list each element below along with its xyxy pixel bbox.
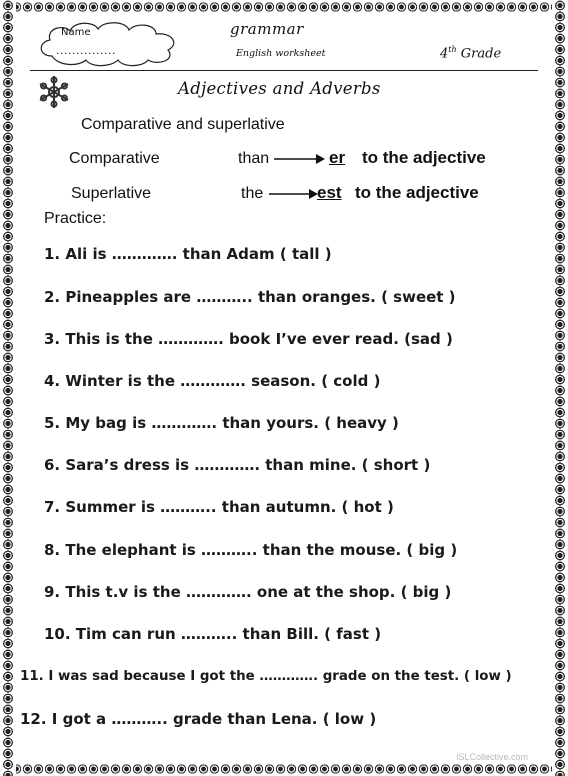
header-title: grammar (230, 20, 304, 38)
rule-tail: to the adjective (362, 148, 486, 167)
cloud-shape-icon (34, 18, 184, 68)
header-subtitle: English worksheet (236, 48, 326, 59)
name-cloud (34, 18, 184, 68)
practice-label: Practice: (44, 210, 107, 227)
rule-tail: to the adjective (355, 183, 479, 202)
snowflake-icon (36, 74, 72, 110)
question-item: 6. Sara’s dress is …………. than mine. ( short ) (44, 456, 431, 474)
section-heading: Comparative and superlative (81, 116, 285, 133)
name-field[interactable]: ............... (56, 44, 116, 57)
arrow-right-icon (274, 151, 326, 167)
rule-suffix: est (317, 183, 342, 202)
rule-word: than (238, 150, 270, 167)
question-item: 2. Pineapples are ……….. than oranges. ( sweet ) (44, 288, 456, 306)
question-item: 9. This t.v is the …………. one at the shop. ( big ) (44, 583, 452, 601)
question-item: 7. Summer is ……….. than autumn. ( hot ) (44, 498, 394, 516)
question-item: 8. The elephant is ……….. than the mouse. ( big ) (44, 541, 458, 559)
arrow-right-icon (269, 186, 319, 202)
question-item: 4. Winter is the …………. season. ( cold ) (44, 372, 381, 390)
grade-word: Grade (460, 46, 502, 62)
watermark: iSLCollective.com (456, 752, 528, 762)
decorative-border-left (0, 0, 16, 776)
decorative-border-right (552, 0, 568, 776)
decorative-border-bottom (0, 762, 568, 776)
question-item: 1. Ali is …………. than Adam ( tall ) (44, 245, 332, 263)
header-divider (30, 70, 538, 71)
rule-label: Comparative (69, 150, 160, 167)
grade-suffix: th (448, 45, 457, 54)
rule-label: Superlative (71, 185, 152, 202)
question-item: 11. I was sad because I got the …………. grade on the test. ( low ) (20, 669, 512, 684)
name-label: Name (61, 27, 91, 38)
rule-row-superlative (71, 185, 541, 209)
grade-label (440, 45, 501, 61)
rule-row-comparative (69, 150, 539, 174)
decorative-border-top (0, 0, 568, 14)
question-item: 3. This is the …………. book I’ve ever read. (sad ) (44, 330, 453, 348)
rule-suffix: er (329, 148, 346, 167)
question-item: 10. Tim can run ……….. than Bill. ( fast ) (44, 625, 382, 643)
worksheet-title: Adjectives and Adverbs (178, 79, 381, 98)
grade-number: 4 (440, 46, 449, 62)
question-item: 12. I got a ……….. grade than Lena. ( low ) (20, 710, 377, 728)
question-item: 5. My bag is …………. than yours. ( heavy ) (44, 414, 399, 432)
rule-word: the (241, 185, 264, 202)
